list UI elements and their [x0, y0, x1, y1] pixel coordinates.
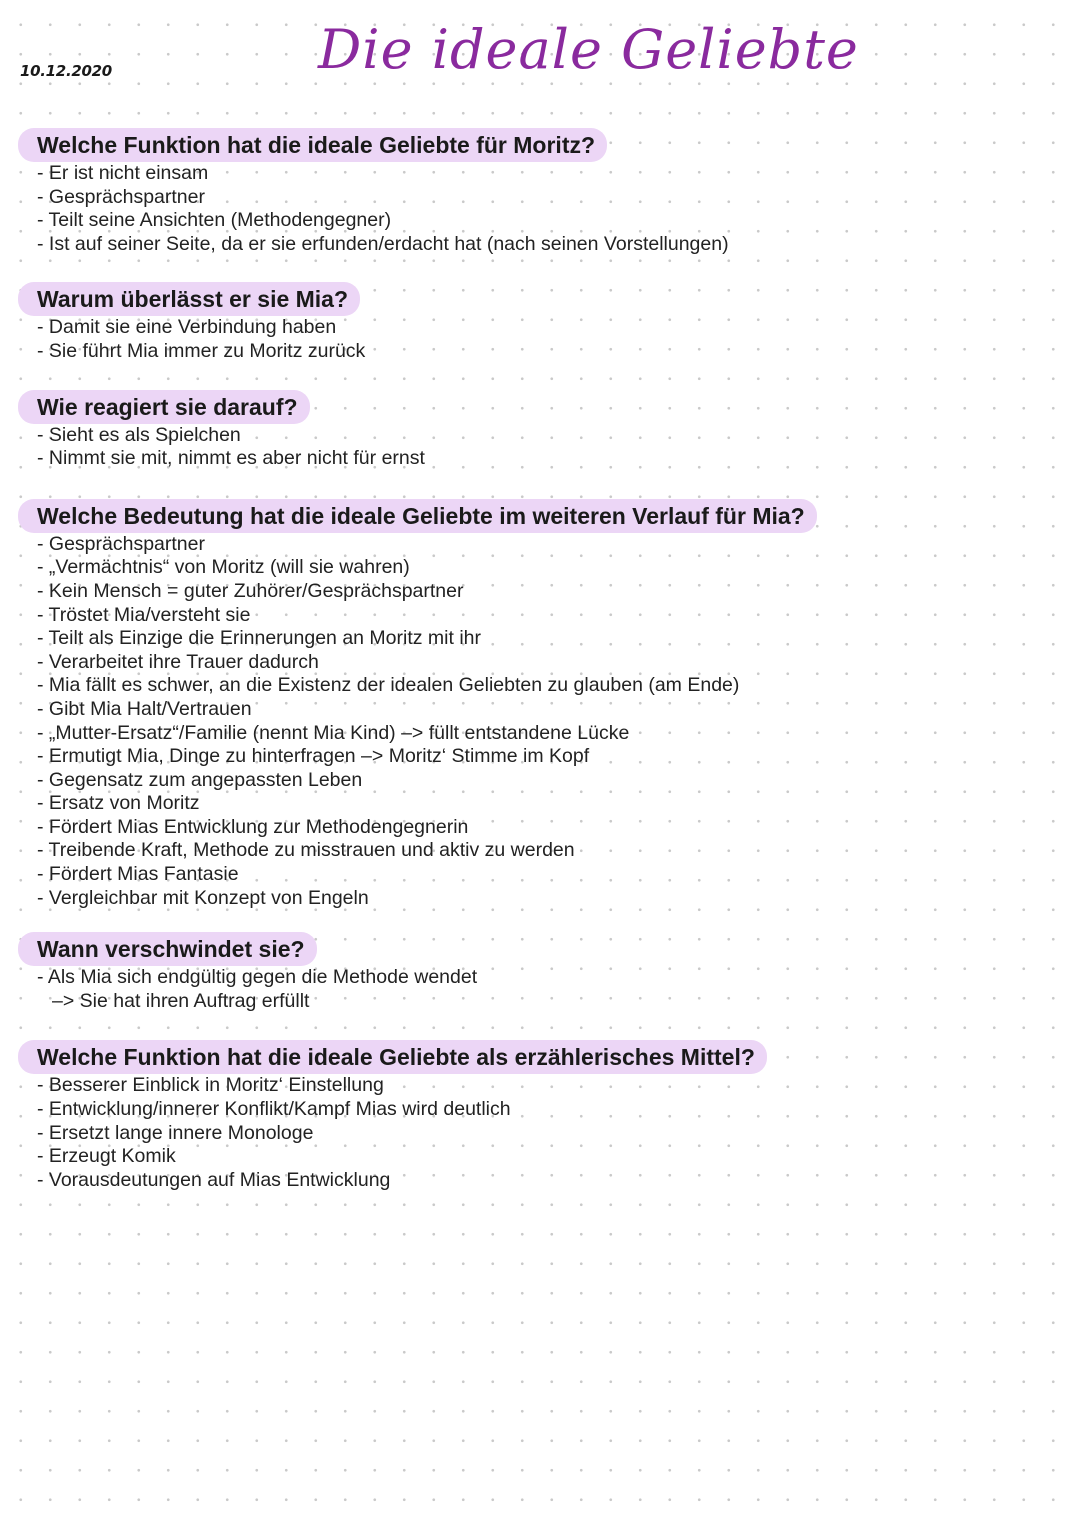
list-item: - Ist auf seiner Seite, da er sie erfunden/erdacht hat (nach seinen Vorstellungen)	[37, 232, 729, 255]
list-item: - Gegensatz zum angepassten Leben	[37, 768, 363, 791]
list-item: - Teilt seine Ansichten (Methodengegner)	[37, 209, 392, 232]
list-item: - Ermutigt Mia, Dinge zu hinterfragen –> Moritz‘ Stimme im Kopf	[37, 745, 590, 768]
list-item: - Erzeugt Komik	[37, 1145, 176, 1168]
list-item: - Fördert Mias Fantasie	[37, 863, 239, 886]
list-item: - Vorausdeutungen auf Mias Entwicklung	[37, 1168, 391, 1191]
list-item: - Sieht es als Spielchen	[37, 423, 241, 446]
section-disappearance	[0, 932, 1080, 1013]
answer-list	[0, 1074, 1080, 1192]
section-narrative-function	[0, 1040, 1080, 1192]
notes-content	[0, 128, 1080, 1192]
answer-list	[0, 316, 1080, 363]
list-item: - Vergleichbar mit Konzept von Engeln	[37, 886, 369, 909]
list-item: - Verarbeitet ihre Trauer dadurch	[37, 650, 319, 673]
list-item: –> Sie hat ihren Auftrag erfüllt	[52, 989, 310, 1012]
list-item: - Er ist nicht einsam	[37, 162, 209, 184]
section-heading: Wie reagiert sie darauf?	[18, 390, 310, 424]
list-item: - Entwicklung/innerer Konflikt/Kampf Mias wird deutlich	[37, 1098, 511, 1121]
list-item: - Tröstet Mia/versteht sie	[37, 603, 251, 626]
list-item: - „Vermächtnis“ von Moritz (will sie wahren)	[37, 556, 410, 579]
list-item: - Fördert Mias Entwicklung zur Methodengegnerin	[37, 815, 469, 838]
section-heading: Welche Funktion hat die ideale Geliebte für Moritz?	[18, 128, 607, 162]
section-heading: Welche Bedeutung hat die ideale Geliebte im weiteren Verlauf für Mia?	[18, 499, 817, 533]
list-item: - Teilt als Einzige die Erinnerungen an Moritz mit ihr	[37, 627, 482, 650]
date-label: 10.12.2020	[20, 62, 112, 80]
answer-list	[0, 966, 1080, 1013]
list-item: - Gesprächspartner	[37, 532, 205, 555]
answer-list	[0, 424, 1080, 471]
list-item: - Sie führt Mia immer zu Moritz zurück	[37, 339, 366, 362]
list-item: - Ersetzt lange innere Monologe	[37, 1121, 314, 1144]
section-heading: Welche Funktion hat die ideale Geliebte als erzählerisches Mittel?	[18, 1040, 767, 1074]
list-item: - Ersatz von Moritz	[37, 792, 200, 815]
list-item: - Mia fällt es schwer, an die Existenz der idealen Geliebten zu glauben (am Ende)	[37, 674, 740, 697]
section-moritz-function	[0, 128, 1080, 256]
list-item: - Gesprächspartner	[37, 185, 205, 208]
answer-list	[0, 162, 1080, 256]
list-item: - „Mutter-Ersatz“/Familie (nennt Mia Kind) –> füllt entstandene Lücke	[37, 721, 630, 744]
answer-list	[0, 533, 1080, 911]
section-reaction	[0, 390, 1080, 471]
list-item: - Kein Mensch = guter Zuhörer/Gesprächspartner	[37, 579, 464, 602]
page-title: Die ideale Geliebte	[318, 18, 859, 81]
list-item: - Nimmt sie mit, nimmt es aber nicht für ernst	[37, 447, 425, 470]
list-item: - Als Mia sich endgültig gegen die Methode wendet	[37, 966, 478, 989]
section-why-mia	[0, 282, 1080, 363]
section-heading: Wann verschwindet sie?	[18, 932, 317, 966]
list-item: - Gibt Mia Halt/Vertrauen	[37, 697, 252, 720]
list-item: - Damit sie eine Verbindung haben	[37, 316, 337, 339]
section-meaning-for-mia	[0, 499, 1080, 911]
list-item: - Besserer Einblick in Moritz‘ Einstellung	[37, 1074, 384, 1097]
list-item: - Treibende Kraft, Methode zu misstrauen und aktiv zu werden	[37, 839, 575, 862]
section-heading: Warum überlässt er sie Mia?	[18, 282, 360, 316]
